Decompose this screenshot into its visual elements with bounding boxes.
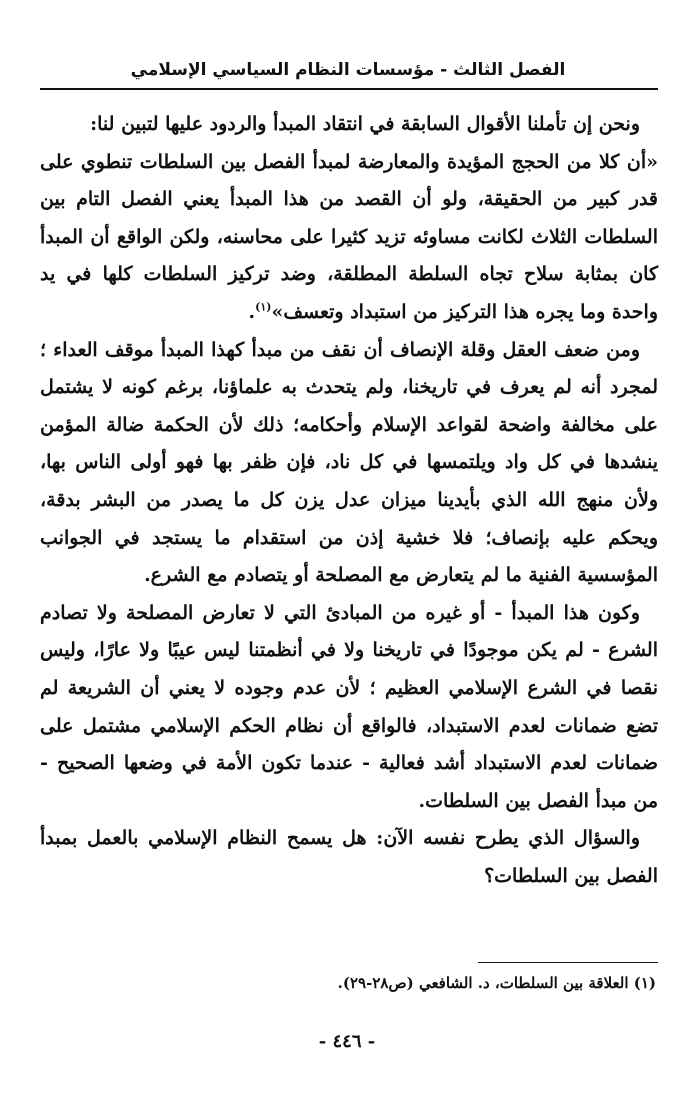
paragraph: والسؤال الذي يطرح نفسه الآن: هل يسمح النظام الإسلامي بالعمل بمبدأ الفصل بين السلطات؟ [40,827,658,887]
quote-text: «أن كلا من الحجج المؤيدة والمعارضة لمبدأ الفصل بين السلطات تنطوي على قدر كبير من الحقيقة، ولو أن القصد من هذا المبدأ يعني الفصل التام بين السلطات الثلاث لكانت مساوئه تزيد كثيرا على محاسنه، ولكن الواقع أن المبدأ كان بمثابة سلاح تجاه السلطة المطلقة، وضد تركيز السلطات كلها في يد واحدة وما يجره هذا التركيز من استبداد وتعسف» [40,150,658,323]
running-header: الفصل الثالث - مؤسسات النظام السياسي الإسلامي [130,60,566,80]
page-number: - ٤٤٦ - [318,1031,376,1052]
quoted-paragraph: «أن كلا من الحجج المؤيدة والمعارضة لمبدأ الفصل بين السلطات تنطوي على قدر كبير من الحقيقة، ولو أن القصد من هذا المبدأ يعني الفصل التام بين السلطات الثلاث لكانت مساوئه تزيد كثيرا على محاسنه، ولكن الواقع أن المبدأ كان بمثابة سلاح تجاه السلطة المطلقة، وضد تركيز السلطات كلها في يد واحدة وما يجره هذا التركيز من استبداد وتعسف»$^{(١)}$. [40,150,658,323]
paragraph: ومن ضعف العقل وقلة الإنصاف أن نقف من مبدأ كهذا المبدأ موقف العداء ؛ لمجرد أنه لم يعرف في تاريخنا، ولم يتحدث به علماؤنا، برغم كونه لا يشتمل على مخالفة واضحة لقواعد الإسلام وأحكامه؛ ذلك لأن الحكمة ضالة المؤمن ينشدها في كل واد ويلتمسها في كل ناد، فإن ظفر بها فهو أولى الناس بها، ولأن منهج الله الذي بأيدينا ميزان عدل يزن كل ما يصدر من البشر بدقة، ويحكم عليه بإنصاف؛ فلا خشية إذن من استقدام ما يستجد في الجوانب المؤسسية الفنية ما لم يتعارض مع المصلحة أو يتصادم مع الشرع. [40,338,658,587]
footnote-divider [478,962,658,963]
paragraph: ونحن إن تأملنا الأقوال السابقة في انتقاد المبدأ والردود عليها لتبين لنا: [90,113,640,135]
footnote: (١) العلاقة بين السلطات، د. الشافعي (ص٢٨-٢٩). [337,974,656,992]
main-text [40,106,658,895]
footnote-reference: (١) [255,300,272,314]
paragraph: وكون هذا المبدأ - أو غيره من المبادئ التي لا تعارض المصلحة ولا تصادم الشرع - لم يكن موجودًا في تاريخنا ولا في أنظمتنا ليس عيبًا ولا عارًا، وليس نقصا في الشرع الإسلامي العظيم ؛ لأن عدم وجوده لا يعني أن الشريعة لم تضع ضمانات لعدم الاستبداد، فالواقع أن نظام الحكم الإسلامي مشتمل على ضمانات لعدم الاستبداد أشد فعالية - عندما تكون الأمة في وضعها الصحيح - من مبدأ الفصل بين السلطات. [40,601,658,812]
header-divider [40,88,658,90]
